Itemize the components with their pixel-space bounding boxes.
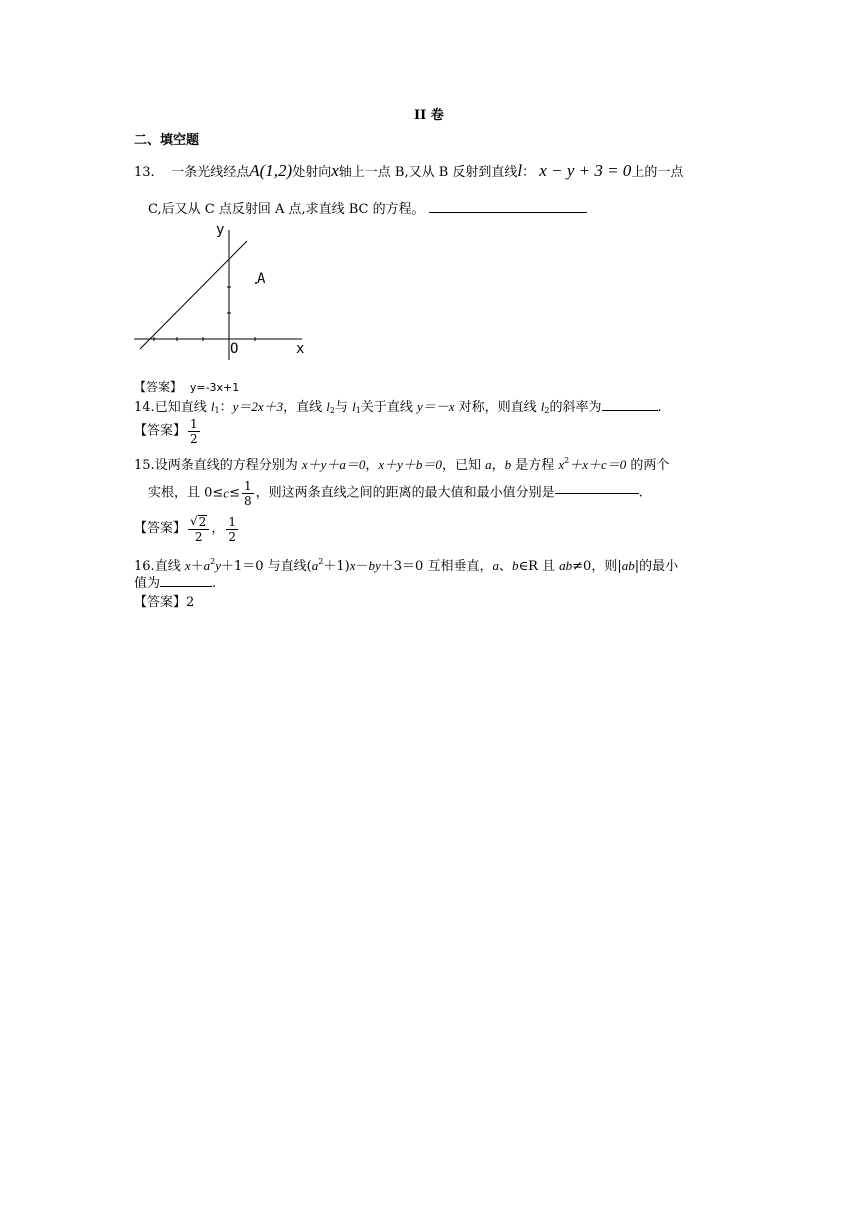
question-14: 14.已知直线 $l_1$：y＝2x＋3，直线 $l_2$与 $l_1$关于直线 y＝－x 对称，则直线 $l_2$的斜率为 . <box>134 399 662 415</box>
equation: y＝－x <box>416 399 455 414</box>
equation: ＋x＋c＝0 <box>569 457 627 472</box>
question-13-line-1 <box>134 161 683 181</box>
answer-14 <box>134 418 202 445</box>
math-variable: x <box>331 161 339 180</box>
answer-label: 【答案】 <box>134 423 187 439</box>
line-l1: l <box>210 399 215 414</box>
fraction: $\frac{1}{8}$ <box>243 479 252 508</box>
coordinate-figure <box>130 220 320 368</box>
answer-label: 【答案】 <box>134 595 187 610</box>
question-16-line-1: 16.直线 $x+a^2y+1=0$ 与直线$(a^2+1)x-by+3=0$ 互相垂直，a、b∈R 且 ab≠0，则|ab|的最小 <box>134 557 679 574</box>
question-text: 一条光线经点 <box>171 165 250 180</box>
answer-label: 【答案】 <box>134 380 183 394</box>
line-l <box>140 241 247 349</box>
answer-fraction: $\frac{1}{2}$ <box>190 417 198 446</box>
question-text: 处射向 <box>292 165 332 180</box>
answer-13 <box>134 380 239 394</box>
question-number: 15. <box>134 458 155 473</box>
answer-blank <box>160 586 212 587</box>
question-text: ： <box>522 165 536 180</box>
x-axis-label: x <box>296 341 305 357</box>
question-15-line-2: 实根，且 0≤c≤ $\frac{1}{8}$ ，则这两条直线之间的距离的最大值和最小值分别是 . <box>148 479 643 508</box>
question-number: 13. <box>134 165 155 180</box>
question-text: C,后又从 C 点反射回 A 点,求直线 BC 的方程。 <box>148 202 425 217</box>
question-13-line-2 <box>148 202 587 218</box>
question-15-line-1: 15.设两条直线的方程分别为 x＋y＋a＝0，x＋y＋b＝0，已知 a，b 是方程 $x^2+x+c=0$ 的两个 <box>134 456 670 473</box>
equation: y＝2x＋3 <box>232 399 284 414</box>
line-equation: x − y + 3 = 0 <box>539 161 632 180</box>
origin-label: O <box>230 341 239 357</box>
answer-text: 2 <box>186 595 195 610</box>
answer-fraction: √ 2 2 <box>188 515 209 543</box>
answer-blank <box>555 493 639 494</box>
part-heading: 二、填空题 <box>134 133 200 148</box>
y-axis-label: y <box>216 222 225 238</box>
equation: x＋y＋b＝0 <box>378 457 442 472</box>
point-a-coordinate: A(1,2) <box>249 161 293 180</box>
math-variable: l <box>517 161 523 180</box>
point-a-label: A <box>257 271 266 287</box>
sqrt-symbol: √ 2 <box>190 514 207 529</box>
answer-fraction: $\frac{1}{2}$ <box>228 514 236 544</box>
question-text: 轴上一点 B,又从 B 反射到直线 <box>338 165 518 180</box>
answer-15: 【答案】 √ 2 2 ， $\frac{1}{2}$ <box>134 514 236 544</box>
question-16-line-2: 值为 . <box>134 576 217 591</box>
answer-16 <box>134 595 194 611</box>
answer-label: 【答案】 <box>134 521 187 537</box>
question-text: 上的一点 <box>631 165 684 180</box>
answer-text: y=-3x+1 <box>189 381 240 394</box>
answer-blank <box>602 410 658 411</box>
question-number: 16. <box>134 559 155 574</box>
question-number: 14. <box>134 400 155 415</box>
line-l2: l <box>326 399 330 414</box>
answer-blank <box>429 212 587 213</box>
equation: x＋y＋a＝0 <box>301 457 366 472</box>
section-heading: II 卷 <box>414 108 444 123</box>
